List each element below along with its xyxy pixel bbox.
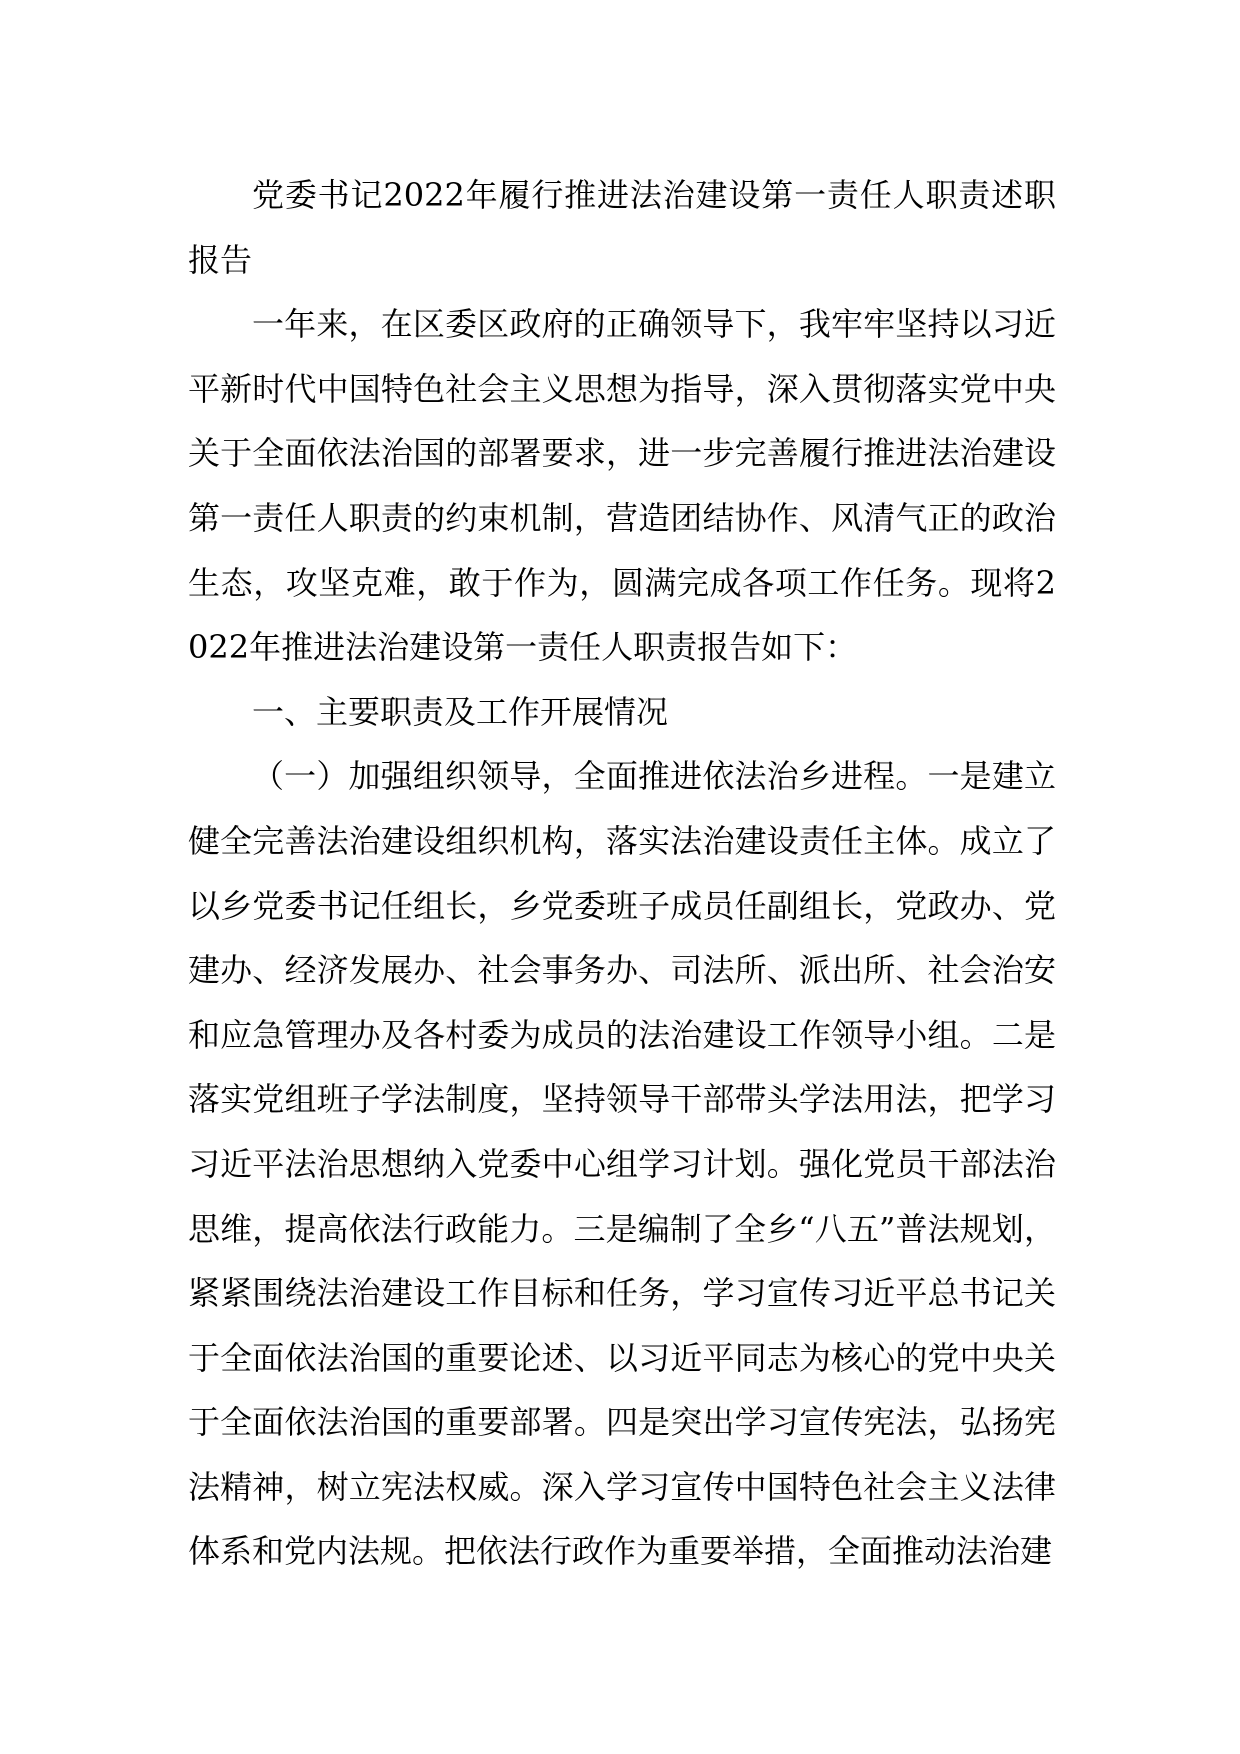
intro-paragraph: 一年来，在区委区政府的正确领导下，我牢牢坚持以习近平新时代中国特色社会主义思想为指导，深入贯彻落实党中央关于全面依法治国的部署要求，进一步完善履行推进法治建设第一责任人职责的约束机制，营造团结协作、风清气正的政治生态，攻坚克难，敢于作为，圆满完成各项工作任务。现将2022年推进法治建设第一责任人职责报告如下： <box>188 305 1056 667</box>
body-paragraph: （一）加强组织领导，全面推进依法治乡进程。一是建立健全完善法治建设组织机构，落实法治建设责任主体。成立了以乡党委书记任组长，乡党委班子成员任副组长，党政办、党建办、经济发展办、社会事务办、司法所、派出所、社会治安和应急管理办及各村委为成员的法治建设工作领导小组。二是落实党组班子学法制度，坚持领导干部带头学法用法，把学习习近平法治思想纳入党委中心组学习计划。强化党员干部法治思维，提高依法行政能力。三是编制了全乡“八五”普法规划，紧紧围绕法治建设工作目标和任务，学习宣传习近平总书记关于全面依法治国的重要论述、以习近平同志为核心的党中央关于全面依法治国的重要部署。四是突出学习宣传宪法，弘扬宪法精神，树立宪法权威。深入学习宣传中国特色社会主义法律体系和党内法规。把依法行政作为重要举措，全面推动法治建 <box>188 757 1056 1571</box>
document-title: 党委书记2022年履行推进法治建设第一责任人职责述职报告 <box>188 176 1056 279</box>
section-heading: 一、主要职责及工作开展情况 <box>252 692 669 731</box>
document-page <box>188 163 1056 1584</box>
